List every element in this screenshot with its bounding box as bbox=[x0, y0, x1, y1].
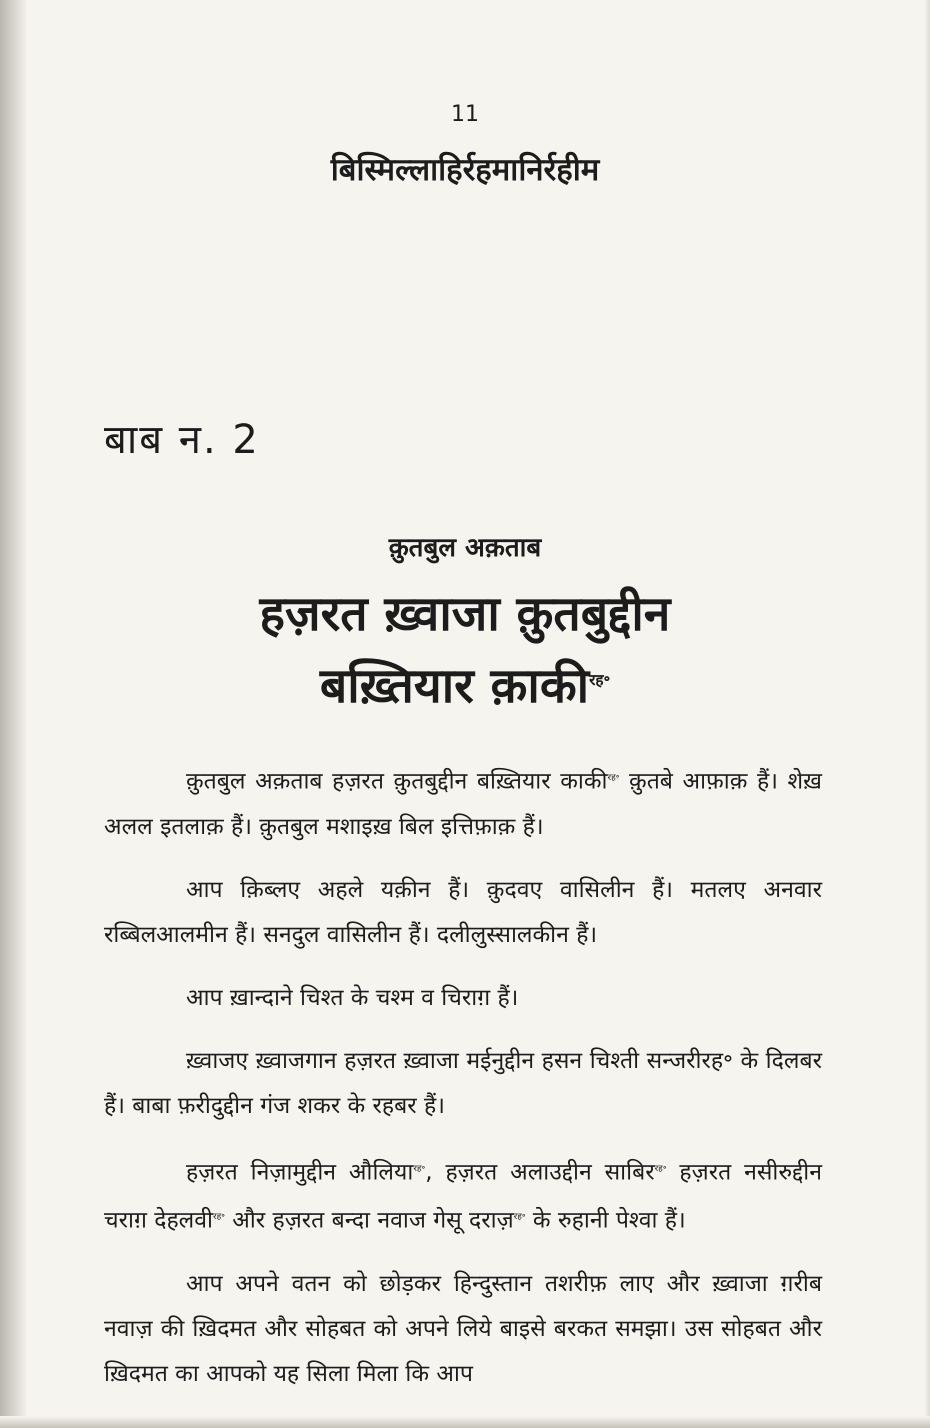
paragraph-text: हज़रत नसीरुद्दीन चराग़ देहलवी bbox=[104, 1159, 822, 1234]
chapter-title-line-2 bbox=[0, 652, 930, 717]
title-line-1-text: हज़रत ख़्वाजा क़ुतबुद्दीन bbox=[259, 586, 671, 642]
title-honorific: रह॰ bbox=[589, 671, 611, 689]
paragraph-text: क़ुतबे आफ़ाक़ हैं। शेख़ अलल इतलाक़ हैं। क़ुतबुल मशाइख़ बिल इत्तिफ़ाक़ हैं। bbox=[104, 768, 822, 840]
chapter-subtitle: क़ुतबुल अक़ताब bbox=[388, 533, 542, 563]
paragraph-text: ख़्वाजए ख़्वाजगान हज़रत ख़्वाजा मईनुद्दीन हसन चिश्ती सन्जरीरह॰ के दिलबर हैं। बाबा फ़रीदुद्दीन गंज शकर के रहबर हैं। bbox=[104, 1047, 822, 1119]
honorific: रह॰ bbox=[607, 773, 620, 783]
page-shadow-bottom bbox=[0, 1416, 930, 1428]
chapter-title-line-1 bbox=[0, 580, 930, 645]
paragraph-text: आप क़िब्लए अहले यक़ीन हैं। क़ुदवए वासिलीन हैं। मतलए अनवार रब्बिलआलमीन हैं। सनदुल वासिलीन हैं। दलीलुस्सालकीन हैं। bbox=[104, 876, 822, 948]
paragraph-text: और हज़रत बन्दा नवाज गेसू दराज़ bbox=[224, 1207, 514, 1234]
title-line-2-text: बख़्तियार क़ाकी bbox=[319, 658, 590, 714]
paragraph-text: आप ख़ान्दाने चिश्त के चश्म व चिराग़ हैं। bbox=[186, 984, 519, 1011]
chapter-heading: बाब न. 2 bbox=[104, 417, 260, 463]
honorific: रह॰ bbox=[213, 1212, 225, 1223]
paragraph-text: , हज़रत अलाउद्दीन साबिर bbox=[425, 1159, 655, 1186]
page-number: 11 bbox=[451, 102, 479, 127]
body-text bbox=[104, 756, 822, 1415]
bismillah-heading: बिस्मिल्लाहिर्रहमानिर्रहीम bbox=[330, 152, 600, 188]
paragraph-3 bbox=[104, 976, 822, 1021]
honorific: रह॰ bbox=[654, 1163, 667, 1174]
paragraph-4 bbox=[104, 1039, 822, 1129]
honorific: रह॰ bbox=[513, 1212, 526, 1223]
paragraph-1 bbox=[104, 756, 822, 850]
paragraph-text: हज़रत निज़ामुद्दीन औलिया bbox=[186, 1159, 414, 1186]
paragraph-5 bbox=[104, 1147, 822, 1244]
paragraph-6 bbox=[104, 1262, 822, 1397]
paragraph-text: क़ुतबुल अक़ताब हज़रत क़ुतबुद्दीन बख़्तियार काकी bbox=[186, 768, 608, 795]
paragraph-2 bbox=[104, 868, 822, 958]
honorific: रह॰ bbox=[413, 1163, 426, 1174]
paragraph-text: आप अपने वतन को छोड़कर हिन्दुस्तान तशरीफ़ लाए और ख़्वाजा ग़रीब नवाज़ की ख़िदमत और सोहबत को अपने लिये बाइसे बरकत समझा। उस सोहबत और ख़िदमत का आपको यह सिला मिला कि आप bbox=[104, 1270, 822, 1387]
paragraph-text: के रुहानी पेश्वा हैं। bbox=[525, 1207, 686, 1234]
